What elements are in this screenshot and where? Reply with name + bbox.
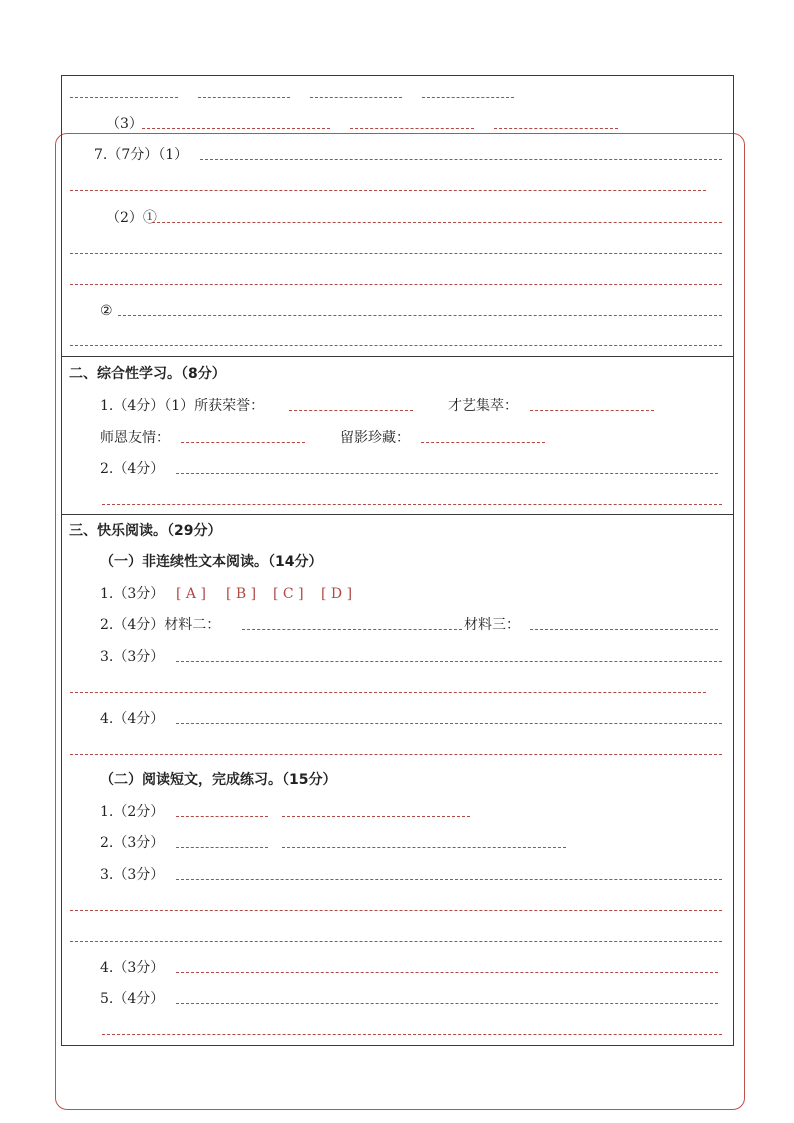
- answer-line[interactable]: [282, 816, 470, 817]
- choice-option-c[interactable]: [ C ]: [273, 586, 304, 602]
- question-label: 4.（4分）: [100, 711, 165, 727]
- answer-line[interactable]: [176, 661, 722, 662]
- question-label: 3.（3分）: [100, 867, 165, 883]
- answer-line[interactable]: [494, 128, 618, 129]
- answer-line[interactable]: [176, 473, 718, 474]
- question-label: ②: [100, 303, 113, 319]
- question-label: 2.（3分）: [100, 835, 165, 851]
- answer-line[interactable]: [176, 879, 722, 880]
- question-label: 7.（7分）（1）: [94, 147, 189, 163]
- subsection-title: （一）非连续性文本阅读。（14分）: [100, 554, 323, 570]
- answer-line[interactable]: [176, 847, 268, 848]
- question-label: （2）①: [106, 210, 157, 226]
- answer-line[interactable]: [176, 723, 722, 724]
- field-label: 才艺集萃：: [448, 398, 518, 414]
- answer-line[interactable]: [70, 754, 722, 755]
- answer-line[interactable]: [70, 253, 722, 254]
- answer-line[interactable]: [421, 442, 545, 443]
- question-label: 4.（3分）: [100, 960, 165, 976]
- question-label: 2.（4分）: [100, 461, 165, 477]
- choice-option-b[interactable]: [ B ]: [226, 586, 257, 602]
- field-label: 留影珍藏：: [340, 430, 410, 446]
- answer-line[interactable]: [176, 1003, 718, 1004]
- section-title: 二、综合性学习。（8分）: [69, 366, 226, 382]
- answer-line[interactable]: [176, 816, 268, 817]
- answer-line[interactable]: [200, 159, 722, 160]
- field-label: 师恩友情：: [100, 430, 170, 446]
- answer-line[interactable]: [102, 1034, 722, 1035]
- answer-line[interactable]: [530, 629, 718, 630]
- section-divider: [61, 356, 733, 357]
- answer-line[interactable]: [70, 345, 722, 346]
- question-label: 3.（3分）: [100, 649, 165, 665]
- field-label: 材料三：: [464, 617, 520, 633]
- answer-line[interactable]: [289, 410, 413, 411]
- question-label: 1.（4分）（1）所获荣誉：: [100, 398, 265, 414]
- choice-option-a[interactable]: [ A ]: [176, 586, 206, 602]
- answer-line[interactable]: [422, 97, 514, 98]
- answer-line[interactable]: [181, 442, 305, 443]
- answer-line[interactable]: [176, 972, 718, 973]
- section-divider: [61, 514, 733, 515]
- question-label: 5.（4分）: [100, 991, 165, 1007]
- answer-line[interactable]: [70, 692, 706, 693]
- answer-line[interactable]: [118, 315, 722, 316]
- answer-line[interactable]: [70, 910, 722, 911]
- answer-line[interactable]: [350, 128, 474, 129]
- answer-line[interactable]: [142, 128, 330, 129]
- answer-line[interactable]: [152, 222, 722, 223]
- question-label: 1.（2分）: [100, 804, 165, 820]
- question-label: 1.（3分）: [100, 586, 165, 602]
- question-label: （3）: [106, 116, 143, 132]
- answer-line[interactable]: [530, 410, 654, 411]
- answer-line[interactable]: [70, 190, 706, 191]
- answer-line[interactable]: [70, 97, 178, 98]
- choice-option-d[interactable]: [ D ]: [321, 586, 353, 602]
- answer-line[interactable]: [70, 941, 722, 942]
- answer-line[interactable]: [102, 504, 722, 505]
- question-label: 2.（4分）材料二：: [100, 617, 221, 633]
- answer-line[interactable]: [198, 97, 290, 98]
- answer-line[interactable]: [70, 284, 722, 285]
- section-title: 三、快乐阅读。（29分）: [69, 523, 222, 539]
- answer-line[interactable]: [282, 847, 566, 848]
- answer-line[interactable]: [242, 629, 462, 630]
- answer-line[interactable]: [310, 97, 402, 98]
- subsection-title: （二）阅读短文，完成练习。（15分）: [100, 772, 337, 788]
